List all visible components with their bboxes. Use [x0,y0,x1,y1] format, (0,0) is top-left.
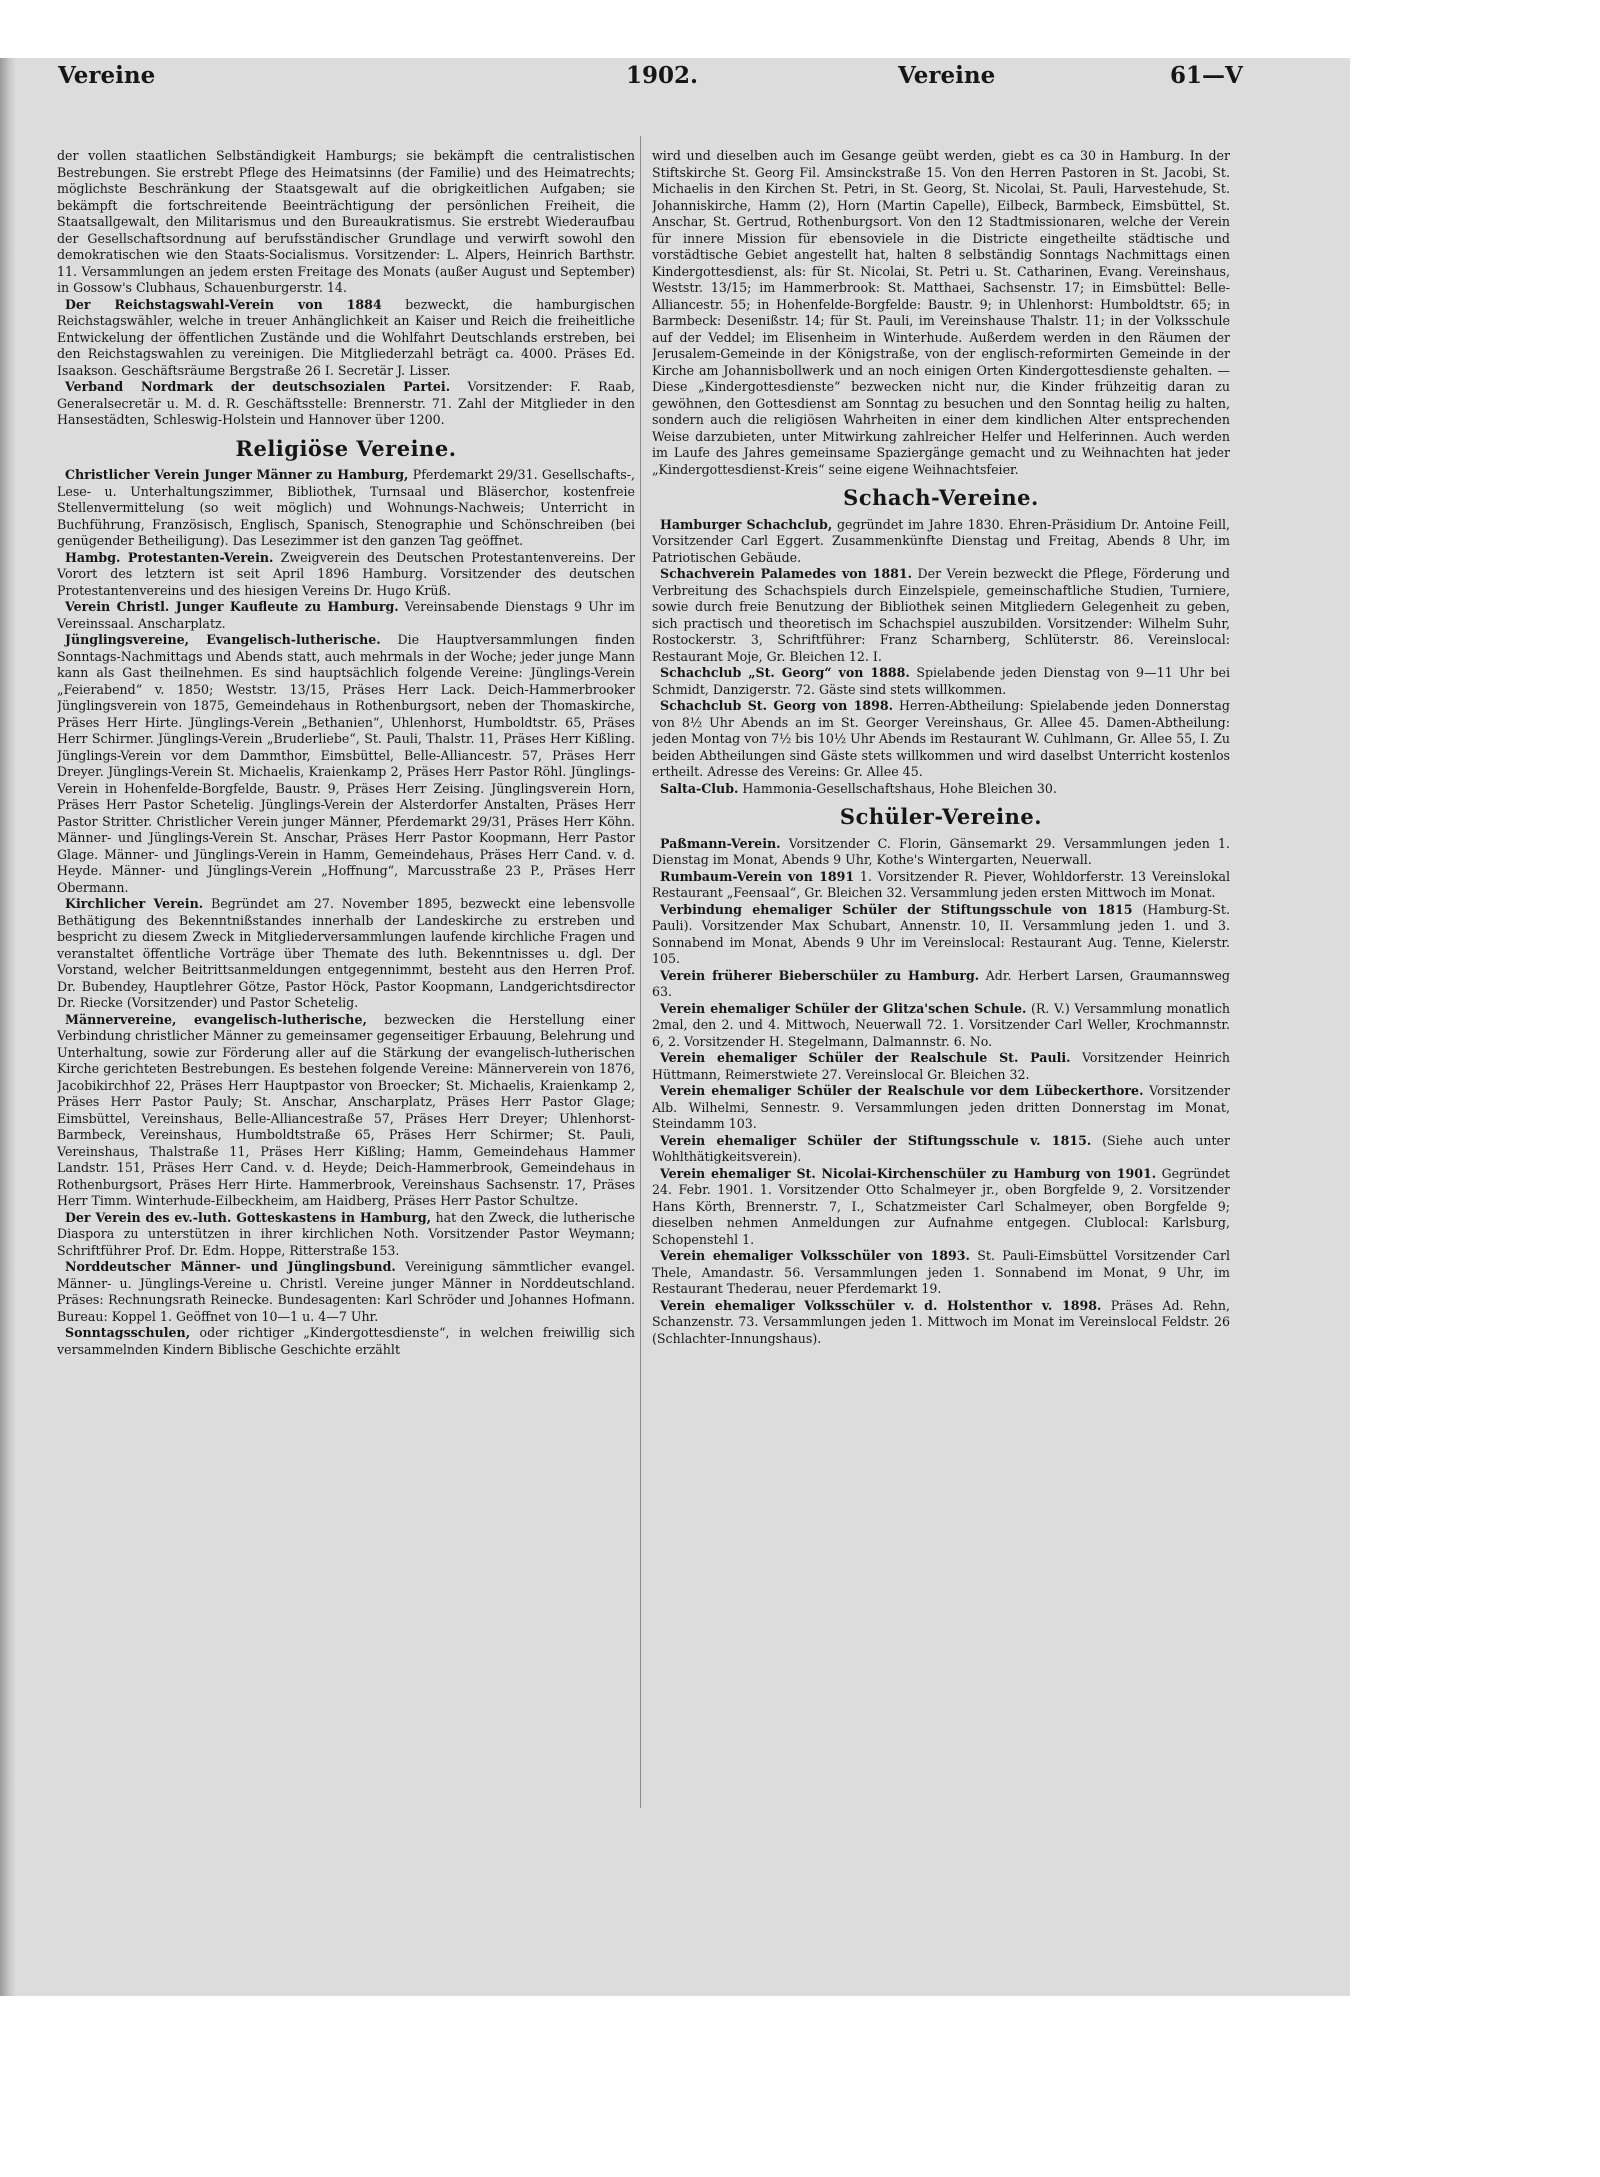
directory-entry [652,902,1230,968]
directory-entry [652,148,1230,478]
entry-description: Begründet am 27. November 1895, bezweckt eine lebensvolle Bethätigung des Bekenntnißstandes innerhalb der Landeskirche zu erstreben und bespricht zu diesem Zweck in Mitgliederversammlungen laufende kirchliche Fragen und veranstaltet öffentliche Vorträge über Themate des luth. Bekenntnisses u. dgl. Der Vorstand, welcher Beitrittsanmeldungen entgegennimmt, besteht aus den Herren Prof. Dr. Bubendey, Hauptlehrer Götze, Pastor Höck, Pastor Koopmann, Landgerichtsdirector Dr. Riecke (Vorsitzender) und Pastor Schetelig. [57,896,635,1010]
entry-description: bezwecken die Herstellung einer Verbindung christlicher Männer zu gemeinsamer gegenseitiger Erbauung, Belehrung und Unterhaltung, sowie zur Förderung aller auf die Stärkung der evangelisch-lutherischen Kirche gerichteten Bestrebungen. Es bestehen folgende Vereine: Männerverein von 1876, Jacobikirchhof 22, Präses Herr Hauptpastor von Broecker; St. Michaelis, Kraienkamp 2, Präses Herr Pastor Pauly; St. Anschar, Anscharplatz, Präses Herr Pastor Glage; Eimsbüttel, Vereinshaus, Belle-Alliancestraße 57, Präses Herr Dreyer; Uhlenhorst-Barmbeck, Vereinshaus, Humboldtstraße 65, Präses Herr Schirmer; St. Pauli, Vereinshaus, Thalstraße 11, Präses Herr Kißling; Hamm, Gemeindehaus Hammer Landstr. 151, Präses Herr Cand. v. d. Heyde; Deich-Hammerbrook, Gemeindehaus in Rothenburgsort, Präses Herr Hirte. Hammerbrook, Vereinshaus Sachsenstr. 17, Präses Herr Timm. Winterhude-Eilbeckheim, am Haidberg, Präses Herr Pastor Schultze. [57,1011,635,1208]
header-page-number: 61—V [1170,62,1243,89]
entry-organization-name: Verein Christl. Junger Kaufleute zu Hamburg. [65,599,399,614]
entry-description: Vorsitzender: F. Raab, Generalsecretär u. M. d. R. Geschäftsstelle: Brennerstr. 71. Zahl der Mitglieder in den Hansestädten, Schleswig-Holstein und Hannover über 1200. [57,379,635,427]
entry-organization-name: Schachclub St. Georg von 1898. [660,698,894,713]
entry-description: Pferdemarkt 29/31. Gesellschafts-, Lese- u. Unterhaltungszimmer, Bibliothek, Turnsaal und Bläserchor, kostenfreie Stellenvermittelung (so weit möglich) und Wohnungs-Nachweis; Unterricht in Buchführung, Französisch, Englisch, Spanisch, Stenographie und Schönschreiben (bei genügender Betheiligung). Das Lesezimmer ist den ganzen Tag geöffnet. [57,467,635,548]
entry-organization-name: Verein ehemaliger Volksschüler v. d. Holstenthor v. 1898. [660,1297,1102,1313]
entry-organization-name: Kirchlicher Verein. [65,896,204,911]
entry-description: (Siehe auch unter Wohlthätigkeitsverein). [652,1132,1230,1164]
header-left-title: Vereine [58,62,156,89]
directory-entry [57,632,635,896]
directory-entry [57,599,635,632]
entry-organization-name: Sonntagsschulen, [65,1325,191,1340]
entry-organization-name: Salta-Club. [660,780,739,796]
directory-entry [652,1001,1230,1051]
entry-description: Adr. Herbert Larsen, Graumannsweg 63. [652,967,1230,999]
entry-description: wird und dieselben auch im Gesange geübt werden, giebt es ca 30 in Hamburg. In der Stiftskirche St. Georg Fil. Amsinckstraße 15. Von den Herren Pastoren in St. Jacobi, St. Michaelis in den Kirchen St. Petri, in St. Georg, St. Nicolai, St. Pauli, Harvestehude, St. Johanniskirche, Hamm (2), Horn (Martin Capelle), Eilbeck, Barmbeck, Eimsbüttel, St. Anschar, St. Gertrud, Rothenburgsort. Von den 12 Stadtmissionaren, welche der Verein für innere Mission für ebensoviele in die Districte eingetheilte städtische und vorstädtische Gebiet angestellt hat, halten 8 selbständig Sonntags Nachmittags einen Kindergottesdienst, als: für St. Nicolai, St. Petri u. St. Catharinen, Evang. Vereinshaus, Weststr. 13/15; im Hammerbrook: St. Matthaei, Sachsenstr. 17; in Eimsbüttel: Belle-Alliancestr. 55; in Hohenfelde-Borgfelde: Baustr. 9; in Uhlenhorst: Humboldtstr. 65; in Barmbeck: Desenißstr. 14; für St. Pauli, im Vereinshause Thalstr. 11; in der Volksschule auf der Veddel; im Elisenheim in Winterhude. Außerdem werden in den Räumen der Jerusalem-Gemeinde in der Königstraße, von der englisch-reformirten Gemeinde in der Kirche am Johannisbollwerk und an noch einigen Orten Kindergottesdienste gehalten. — Diese „Kindergottesdienste“ bezwecken nicht nur, die Kinder frühzeitig daran zu gewöhnen, den Gottesdienst am Sonntag zu besuchen und den Sonntag heilig zu halten, sondern auch die religiösen Wahrheiten in einer dem kindlichen Alter entsprechenden Weise darzubieten, unter Mitwirkung zahlreicher Helfer und Helferinnen. Auch werden im Laufe des Jahres gemeinsame Spaziergänge gemacht und zu Weihnachten hat jeder „Kindergottesdienst-Kreis“ seine eigene Weihnachtsfeier. [652,148,1230,477]
entry-description: Die Hauptversammlungen finden Sonntags-Nachmittags und Abends statt, auch mehrmals in der Woche; jeder junge Mann kann als Gast theilnehmen. Es sind hauptsächlich folgende Vereine: Jünglings-Verein „Feierabend“ v. 1850; Weststr. 13/15, Präses Herr Lack. Deich-Hammerbrooker Jünglingsverein von 1875, Gemeindehaus in Rothenburgsort, neben der Thomaskirche, Präses Herr Hirte. Jünglings-Verein „Bethanien“, Uhlenhorst, Humboldtstr. 65, Präses Herr Schirmer. Jünglings-Verein „Bruderliebe“, St. Pauli, Thalstr. 11, Präses Herr Kißling. Jünglings-Verein vor dem Dammthor, Eimsbüttel, Belle-Alliancestr. 57, Präses Herr Dreyer. Jünglings-Verein St. Michaelis, Kraienkamp 2, Präses Herr Pastor Röhl. Jünglings-Verein in Hohenfelde-Borgfelde, Baustr. 9, Präses Herr Zeising. Jünglingsverein Horn, Präses Herr Pastor Schetelig. Jünglings-Verein der Alsterdorfer Anstalten, Präses Herr Pastor Stritter. Christlicher Verein junger Männer, Pferdemarkt 29/31, Präses Herr Köhn. Männer- und Jünglings-Verein St. Anschar, Präses Herr Pastor Koopmann, Herr Pastor Glage. Männer- und Jünglings-Verein in Hamm, Gemeindehaus, Präses Herr Cand. v. d. Heyde. Männer- und Jünglings-Verein „Hoffnung“, Marcusstraße 23 P., Präses Herr Obermann. [57,632,635,895]
directory-entry [652,1083,1230,1133]
entry-description: Vorsitzender Alb. Wilhelmi, Sennestr. 9. Versammlungen jeden dritten Donnerstag im Monat, Steindamm 103. [652,1083,1230,1131]
entry-description: der vollen staatlichen Selbständigkeit Hamburgs; sie bekämpft die centralistischen Bestrebungen. Sie erstrebt Pflege des Heimatsinns (der Familie) und des Heimatrechts; möglichste Beschränkung der Staatsgewalt auf die obrigkeitlichen Aufgaben; sie bekämpft die fortschreitende Beeinträchtigung der persönlichen Freiheit, die Staatsallgewalt, den Militarismus und den Bureaukratismus. Sie erstrebt Wiederaufbau der Gesellschaftsordnung auf berufsständischer Grundlage und verwirft sowohl den demokratischen wie den Staats-Socialismus. Vorsitzender: L. Alpers, Heinrich Barthstr. 11. Versammlungen an jedem ersten Freitage des Monats (außer August und September) in Gossow's Clubhaus, Schauenburgerstr. 14. [57,148,635,295]
directory-entry [57,1259,635,1325]
directory-entry [652,1248,1230,1298]
directory-entry [57,1210,635,1260]
directory-entry [652,698,1230,781]
directory-entry [652,869,1230,902]
entry-organization-name: Verband Nordmark der deutschsozialen Partei. [65,379,451,394]
header-year: 1902. [626,62,699,89]
directory-entry [57,1012,635,1210]
section-heading: Schüler-Vereine. [839,804,1043,829]
entry-organization-name: Schachclub „St. Georg“ von 1888. [660,665,910,680]
header-right-title: Vereine [898,62,996,89]
directory-entry [57,467,635,550]
entry-description: Spielabende jeden Dienstag von 9—11 Uhr bei Schmidt, Danzigerstr. 72. Gäste sind stets willkommen. [652,665,1230,697]
column-divider [640,136,641,1808]
entry-description: 1. Vorsitzender R. Piever, Wohldorferstr. 13 Vereinslokal Restaurant „Feensaal“, Gr. Bleichen 32. Versammlung jeden ersten Mittwoch im Monat. [652,868,1230,900]
entry-organization-name: Jünglingsvereine, Evangelisch-lutherische. [65,632,381,647]
directory-entry [652,1166,1230,1249]
entry-organization-name: Der Reichstagswahl-Verein von 1884 [65,296,382,312]
book-binding-shadow [0,58,16,1996]
entry-description: Vorsitzender Heinrich Hüttmann, Reimerstwiete 27. Vereinslocal Gr. Bleichen 32. [652,1050,1230,1082]
entry-description: Vereinigung sämmtlicher evangel. Männer- u. Jünglings-Vereine u. Christl. Vereine junger Männer in Norddeutschland. Präses: Rechnungsrath Reinecke. Bundesagenten: Karl Schröder und Johannes Hofmann. Bureau: Koppel 1. Geöffnet von 10—1 u. 4—7 Uhr. [57,1259,635,1324]
entry-description: (R. V.) Versammlung monatlich 2mal, den 2. und 4. Mittwoch, Neuerwall 72. 1. Vorsitzender Carl Weller, Krochmannstr. 6, 2. Vorsitzender H. Stegelmann, Dalmannstr. 6. No. [652,1000,1230,1049]
entry-organization-name: Verein ehemaliger Schüler der Realschule St. Pauli. [660,1050,1071,1065]
entry-organization-name: Verein früherer Bieberschüler zu Hamburg. [660,967,980,983]
entry-description: Der Verein bezweckt die Pflege, Förderung und Verbreitung des Schachspiels durch Einzelspiele, gemeinschaftliche Studien, Turniere, sowie durch freie Benutzung der Bibliothek seinen Mitgliedern Gelegenheit zu geben, sich practisch und theoretisch im Schachspiel auszubilden. Vorsitzender: Wilhelm Suhr, Rostockerstr. 3, Schriftführer: Franz Scharnberg, Schlüterstr. 86. Vereinslocal: Restaurant Moje, Gr. Bleichen 12. I. [652,566,1230,664]
directory-entry [652,1298,1230,1348]
entry-description: Hammonia-Gesellschaftshaus, Hohe Bleichen 30. [742,780,1057,796]
entry-description: hat den Zweck, die lutherische Diaspora zu unterstützen in ihrer kirchlichen Noth. Vorsitzender Pastor Weymann; Schriftführer Prof. Dr. Edm. Hoppe, Ritterstraße 153. [57,1209,635,1258]
entry-organization-name: Verbindung ehemaliger Schüler der Stiftungsschule von 1815 [660,901,1133,917]
right-column [652,148,1230,1347]
directory-entry [652,836,1230,869]
entry-description: Zweigverein des Deutschen Protestantenvereins. Der Vorort des letztern ist seit April 1896 Hamburg. Vorsitzender des deutschen Protestantenvereins und des hiesigen Vereins Dr. Hugo Krüß. [57,549,635,598]
entry-description: bezweckt, die hamburgischen Reichstagswähler, welche in treuer Anhänglichkeit an Kaiser und Reich die freiheitliche Entwickelung der öffentlichen Zustände und die Wohlfahrt Deutschlands erstreben, bei den Reichstagswahlen zu vereinigen. Die Mitgliederzahl beträgt ca. 4000. Präses Ed. Isaakson. Geschäftsräume Bergstraße 26 I. Secretär J. Lisser. [57,296,635,378]
entry-organization-name: Verein ehemaliger Volksschüler von 1893. [660,1248,970,1263]
directory-entry [652,781,1230,798]
entry-description: (Hamburg-St. Pauli). Vorsitzender Max Schubart, Annenstr. 10, II. Versammlung jeden 1. und 3. Sonnabend im Monat, Abends 9 Uhr im Vereinslocal: Restaurant Aug. Tenne, Kielerstr. 105. [652,901,1230,966]
left-column [57,148,635,1358]
directory-entry [652,968,1230,1001]
directory-entry [652,1133,1230,1166]
entry-organization-name: Der Verein des ev.-luth. Gotteskastens in Hamburg, [65,1209,432,1225]
entry-description: Vorsitzender C. Florin, Gänsemarkt 29. Versammlungen jeden 1. Dienstag im Monat, Abends 9 Uhr, Kothe's Wintergarten, Neuerwall. [652,835,1230,867]
entry-organization-name: Schachverein Palamedes von 1881. [660,566,913,581]
entry-description: Herren-Abtheilung: Spielabende jeden Donnerstag von 8½ Uhr Abends an im St. Georger Vereinshaus, Gr. Allee 45. Damen-Abtheilung: jeden Montag von 7½ bis 10½ Uhr Abends im Restaurant W. Cuhlmann, Gr. Allee 55, I. Zu beiden Abtheilungen sind Gäste stets willkommen und wird daselbst Unterricht kostenlos ertheilt. Adresse des Vereins: Gr. Allee 45. [652,698,1230,779]
directory-entry [57,1325,635,1358]
entry-organization-name: Männervereine, evangelisch-lutherische, [65,1011,367,1027]
entry-description: gegründet im Jahre 1830. Ehren-Präsidium Dr. Antoine Feill, Vorsitzender Carl Eggert. Zusammenkünfte Dienstag und Freitag, Abends 8 Uhr, im Patriotischen Gebäude. [652,516,1230,565]
entry-organization-name: Hamburger Schachclub, [660,516,833,532]
entry-description: Gegründet 24. Febr. 1901. 1. Vorsitzender Otto Schalmeyer jr., oben Borgfelde 9, 2. Vorsitzender Hans Körth, Brennerstr. 7, I., Schatzmeister Carl Schalmeyer, oben Borgfelde 9; dieselben nehmen Anmeldungen zur Aufnahme entgegen. Clublocal: Karlsburg, Schopenstehl 1. [652,1165,1230,1247]
entry-description: Vereinsabende Dienstags 9 Uhr im Vereinssaal. Anscharplatz. [57,599,635,631]
entry-organization-name: Norddeutscher Männer- und Jünglingsbund. [65,1259,396,1274]
entry-description: St. Pauli-Eimsbüttel Vorsitzender Carl Thele, Amandastr. 56. Versammlungen jeden 1. Sonnabend im Monat, 9 Uhr, im Restaurant Thederau, neuer Pferdemarkt 19. [652,1248,1230,1296]
entry-organization-name: Verein ehemaliger Schüler der Glitza'schen Schule. [660,1000,1027,1016]
entry-organization-name: Verein ehemaliger St. Nicolai-Kirchenschüler zu Hamburg von 1901. [660,1165,1157,1181]
entry-description: Präses Ad. Rehn, Schanzenstr. 73. Versammlungen jeden 1. Mittwoch im Monat im Vereinslocal Feldstr. 26 (Schlachter-Innungshaus). [652,1297,1230,1346]
section-heading: Religiöse Vereine. [235,435,457,461]
entry-organization-name: Verein ehemaliger Schüler der Stiftungsschule v. 1815. [660,1132,1092,1148]
entry-organization-name: Verein ehemaliger Schüler der Realschule vor dem Lübeckerthore. [660,1083,1144,1098]
directory-entry [652,1050,1230,1083]
directory-entry [57,550,635,600]
entry-organization-name: Hambg. Protestanten-Verein. [65,549,274,565]
entry-description: oder richtiger „Kindergottesdienste“, in welchen freiwillig sich versammelnden Kindern Biblische Geschichte erzählt [57,1325,635,1357]
directory-entry [57,379,635,429]
page-header [58,62,1243,102]
directory-entry [57,896,635,1012]
entry-organization-name: Paßmann-Verein. [660,835,781,851]
section-heading: Schach-Vereine. [843,485,1039,510]
entry-organization-name: Rumbaum-Verein von 1891 [660,868,855,884]
directory-entry [652,665,1230,698]
entry-organization-name: Christlicher Verein Junger Männer zu Hamburg, [65,467,409,482]
directory-entry [652,566,1230,665]
directory-entry [57,148,635,297]
directory-entry [652,517,1230,567]
directory-entry [57,297,635,380]
